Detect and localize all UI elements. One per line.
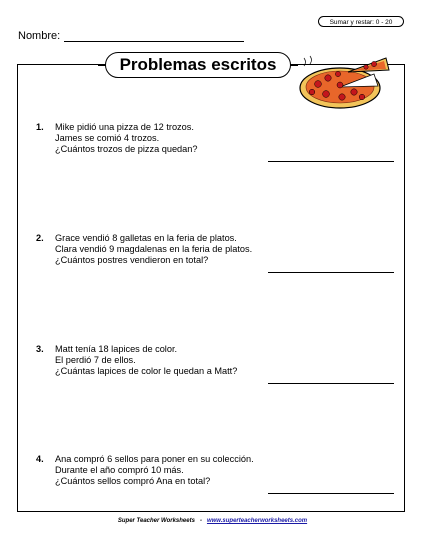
footer-brand: Super Teacher Worksheets — [117, 518, 195, 524]
answer-line-2[interactable] — [268, 272, 394, 273]
name-field-row — [18, 30, 244, 42]
answer-line-4[interactable] — [268, 493, 394, 494]
pizza-icon — [296, 52, 392, 112]
problem-number: 1. — [36, 122, 44, 132]
answer-line-1[interactable] — [268, 161, 394, 162]
problem-line: Ana compró 6 sellos para poner en su colección. — [55, 454, 254, 464]
problem-line: Mike pidió una pizza de 12 trozos. — [55, 122, 194, 132]
problem-line: ¿Cuántos postres vendieron en total? — [55, 255, 209, 265]
problem-line: ¿Cuántos sellos compró Ana en total? — [55, 476, 211, 486]
problem-number: 3. — [36, 344, 44, 354]
problem-line: El perdió 7 de ellos. — [55, 355, 136, 365]
name-label: Nombre: — [18, 30, 61, 42]
footer-separator: - — [199, 518, 202, 524]
problem-line: Durante el año compró 10 más. — [55, 465, 184, 475]
name-blank-line — [64, 31, 244, 42]
problem-number: 2. — [36, 233, 44, 243]
answer-line-3[interactable] — [268, 383, 394, 384]
problem-number: 4. — [36, 454, 44, 464]
banner-left-tip — [98, 64, 106, 66]
problem-line: ¿Cuántas lapices de color le quedan a Matt? — [55, 366, 238, 376]
footer-website-link[interactable]: www.superteacherworksheets.com — [206, 518, 308, 524]
worksheet-title-banner — [105, 52, 291, 78]
problem-line: Clara vendió 9 magdalenas en la feria de platos. — [55, 244, 253, 254]
problem-line: Matt tenía 18 lapices de color. — [55, 344, 178, 354]
problem-text — [55, 233, 252, 266]
problem-text — [55, 344, 237, 377]
problem-line: Grace vendió 8 galletas en la feria de platos. — [55, 233, 237, 243]
problem-text — [55, 122, 198, 155]
problem-text — [55, 454, 254, 487]
footer — [0, 518, 425, 524]
topic-badge: Sumar y restar: 0 - 20 — [318, 16, 404, 27]
problem-line: James se comió 4 trozos. — [55, 133, 160, 143]
problem-line: ¿Cuántos trozos de pizza quedan? — [55, 144, 198, 154]
worksheet-title: Problemas escritos — [119, 55, 277, 74]
